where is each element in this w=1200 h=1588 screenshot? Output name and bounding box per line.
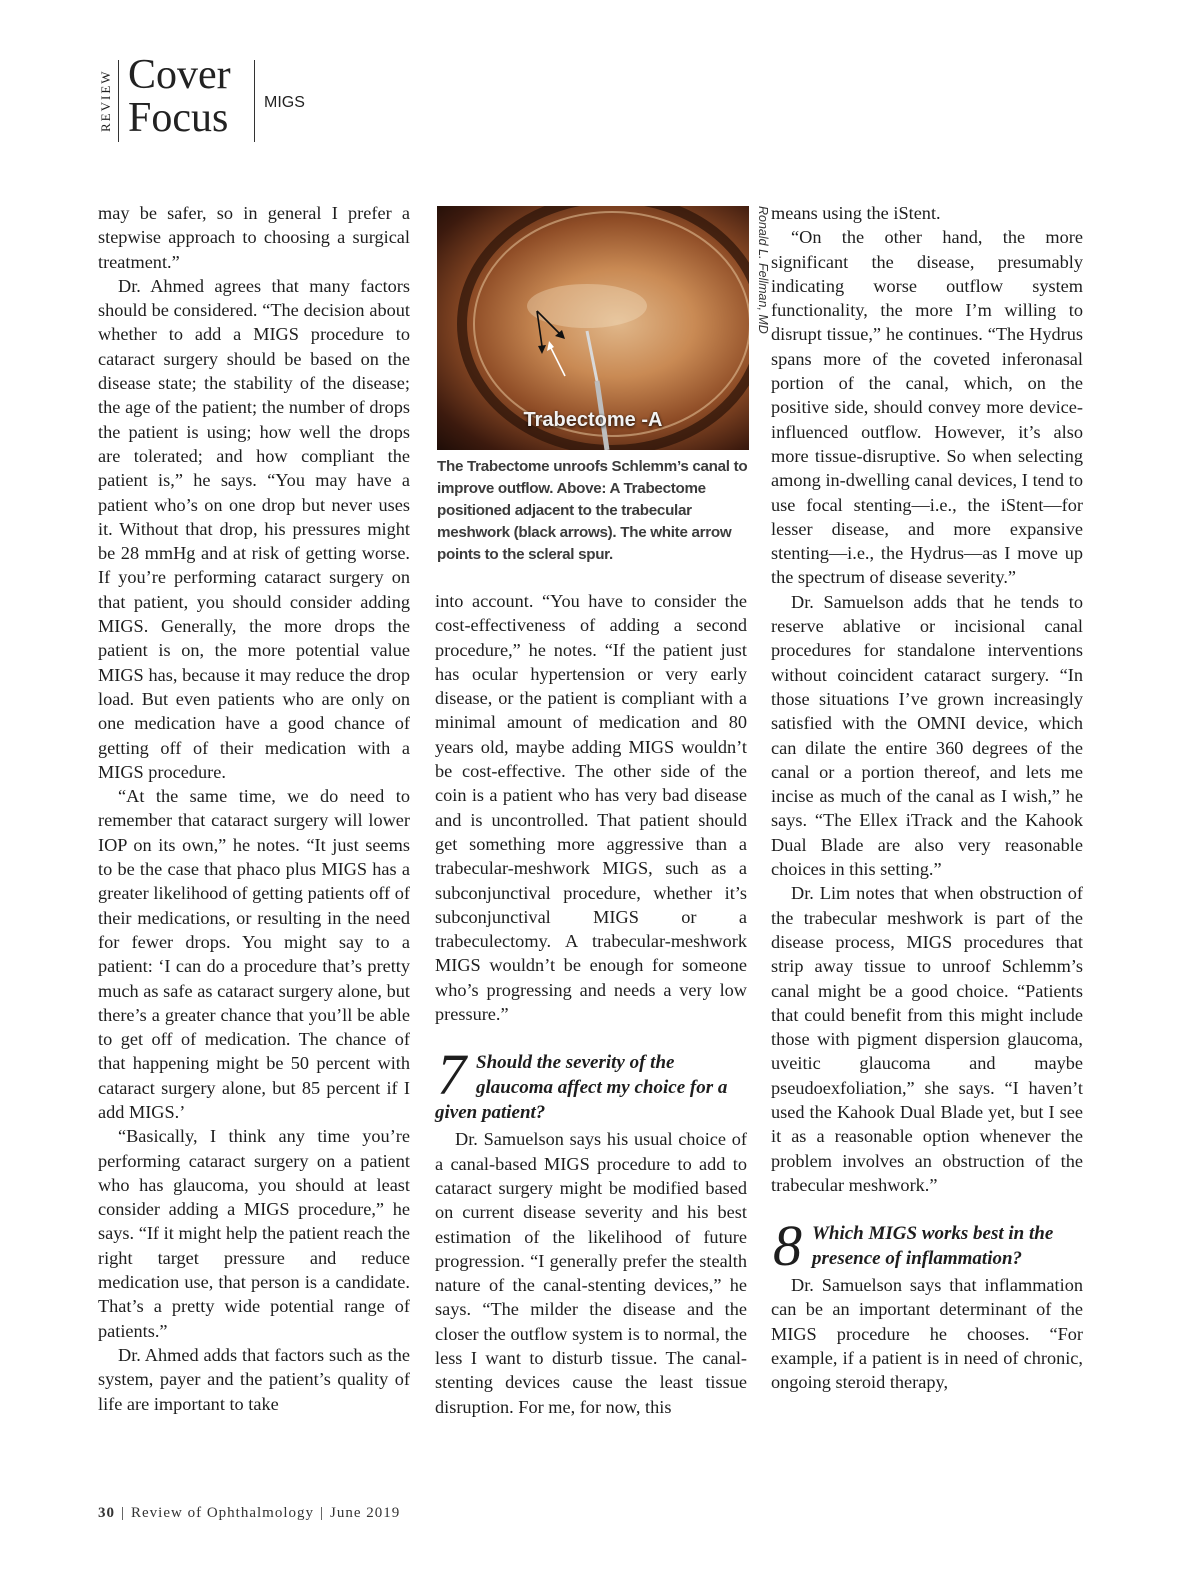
section-title-line2: Focus [128, 95, 229, 141]
photo-credit: Ronald L. Fellman, MD [756, 206, 770, 334]
header-divider [254, 60, 255, 142]
paragraph: into account. “You have to consider the cost-effectiveness of adding a second procedure,” he notes. “If the patient just has ocular hypertension or very early disease, or the patient is compliant with a minimal amount of medication and 80 years old, maybe adding MIGS wouldn’t be cost-effective. The other side of the coin is a patient who has very bad disease and is uncontrolled. That patient should get something more aggressive than a trabecular-meshwork MIGS, such as a subconjunctival procedure, whether it’s subconjunctival MIGS or a trabeculectomy. A trabecular-meshwork MIGS wouldn’t be enough for someone who’s progressing and needs a very low pressure.” [435, 591, 747, 1025]
section-title [128, 54, 252, 140]
paragraph: means using the iStent. [771, 203, 941, 223]
paragraph: Dr. Ahmed agrees that many factors should be considered. “The decision about whether to add a MIGS procedure to cataract surgery should be based on the disease state; the stability of the disease; the age of the patient; the number of drops the patient is using; how well the drops are tolerated; and how compliant the patient is,” he says. “You may have a patient who’s on one drop but never uses it. Without that drop, his pressures might be 28 mmHg and at risk of getting worse. If you’re performing cataract surgery on that patient, you should consider adding MIGS. Generally, the more drops the patient is on, the more potential value MIGS has, because it may reduce the drop load. But even patients who are only on one medication have a good chance of getting off of their medication with a MIGS procedure. [98, 275, 410, 782]
page-number: 30 [98, 1505, 115, 1521]
paragraph: “On the other hand, the more significant the disease, presumably indicating worse outflow system functionality, the more I’m willing to disrupt tissue,” he continues. “The Hydrus spans more of the coveted inferonasal portion of the canal, which, on the positive side, should convey more device-influenced outflow. However, it’s also more tissue-disruptive. So when selecting among in-dwelling canal devices, I tend to use focal stenting—i.e., the iStent—for lesser disease, and more expansive stenting—i.e., the Hydrus—as I move up the spectrum of disease severity.” [771, 227, 1083, 588]
surgical-photo [437, 206, 749, 450]
article-column-1 [98, 201, 410, 1416]
paragraph: Dr. Samuelson says his usual choice of a canal-based MIGS procedure to add to cataract surgery might be modified based on current disease severity and his best estimation of the likelihood of future progression. “I generally prefer the stealth nature of the canal-stenting devices,” he says. “The milder the disease and the closer the outflow system is to normal, the less I want to disturb tissue. The canal-stenting devices cause the least tissue disruption. For me, for now, this [435, 1129, 747, 1417]
header-divider [118, 60, 119, 142]
paragraph: Dr. Ahmed adds that factors such as the system, payer and the patient’s quality of life are important to take [98, 1344, 410, 1414]
question-number: 8 [773, 1213, 802, 1279]
photo-label: Trabectome -A [523, 409, 663, 431]
paragraph: “At the same time, we do need to remember that cataract surgery will lower IOP on its own,” he notes. “It just seems to be the case that phaco plus MIGS has a greater likelihood of getting patients off of their medications, or resulting in the need for fewer drops. You might say to a patient: ‘I can do a procedure that’s pretty much as safe as cataract surgery alone, but there’s a greater chance that you’ll be able to get off of medication. The chance of that happening might be 50 percent with cataract surgery alone, but 85 percent if I add MIGS.’ [98, 786, 410, 1122]
article-column-3 [771, 201, 1083, 1395]
figure-caption: The Trabectome unroofs Schlemm’s canal to improve outflow. Above: A Trabectome positioned adjacent to the trabecular meshwork (black arrows). The white arrow points to the scleral spur. [437, 458, 748, 563]
article-column-2 [435, 589, 747, 1419]
question-number: 7 [437, 1042, 466, 1108]
question-subhead [771, 1213, 1083, 1279]
topic-tag: MIGS [264, 94, 305, 111]
paragraph: Dr. Samuelson adds that he tends to reserve ablative or incisional canal procedures for standalone interventions without coincident cataract surgery. “In those situations I’ve grown increasingly satisfied with the OMNI device, which can dilate the entire 360 degrees of the canal or a portion thereof, and lets me incise as much of the canal as I wish,” he says. “The Ellex iTrack and the Kahook Dual Blade are also very reasonable choices in this setting.” [771, 591, 1083, 880]
issue-date: June 2019 [330, 1505, 401, 1521]
paragraph: “Basically, I think any time you’re performing cataract surgery on a patient who has glaucoma, you should at least consider adding a MIGS procedure,” he says. “If it might help the patient reach the right target pressure and reduce medication use, that person is a candidate. That’s a pretty wide potential range of patients.” [98, 1126, 410, 1341]
section-label: REVIEW [98, 69, 113, 133]
section-title-line1: Cover [128, 52, 231, 98]
journal-name: Review of Ophthalmology [131, 1505, 314, 1521]
page-footer: 30 | Review of Ophthalmology | June 2019 [98, 1505, 401, 1521]
paragraph: Dr. Lim notes that when obstruction of the trabecular meshwork is part of the disease process, MIGS procedures that strip away tissue to unroof Schlemm’s canal might be a good choice. “Patients that could benefit from this might include those with pigment dispersion glaucoma, uveitic glaucoma and maybe pseudoexfoliation,” she says. “I haven’t used the Kahook Dual Blade yet, but I see it as a reasonable option whenever the problem involves an obstruction of the trabecular meshwork.” [771, 883, 1083, 1195]
question-text: Which MIGS works best in the presence of inflammation? [812, 1223, 1054, 1270]
question-subhead [435, 1042, 747, 1125]
question-text: Should the severity of the glaucoma affect my choice for a given patient? [435, 1052, 728, 1124]
figure [437, 206, 749, 566]
paragraph: Dr. Samuelson says that inflammation can be an important determinant of the MIGS procedure he chooses. “For example, if a patient is in need of chronic, ongoing steroid therapy, [771, 1275, 1083, 1393]
paragraph: may be safer, so in general I prefer a stepwise approach to choosing a surgical treatment.” [98, 203, 410, 272]
